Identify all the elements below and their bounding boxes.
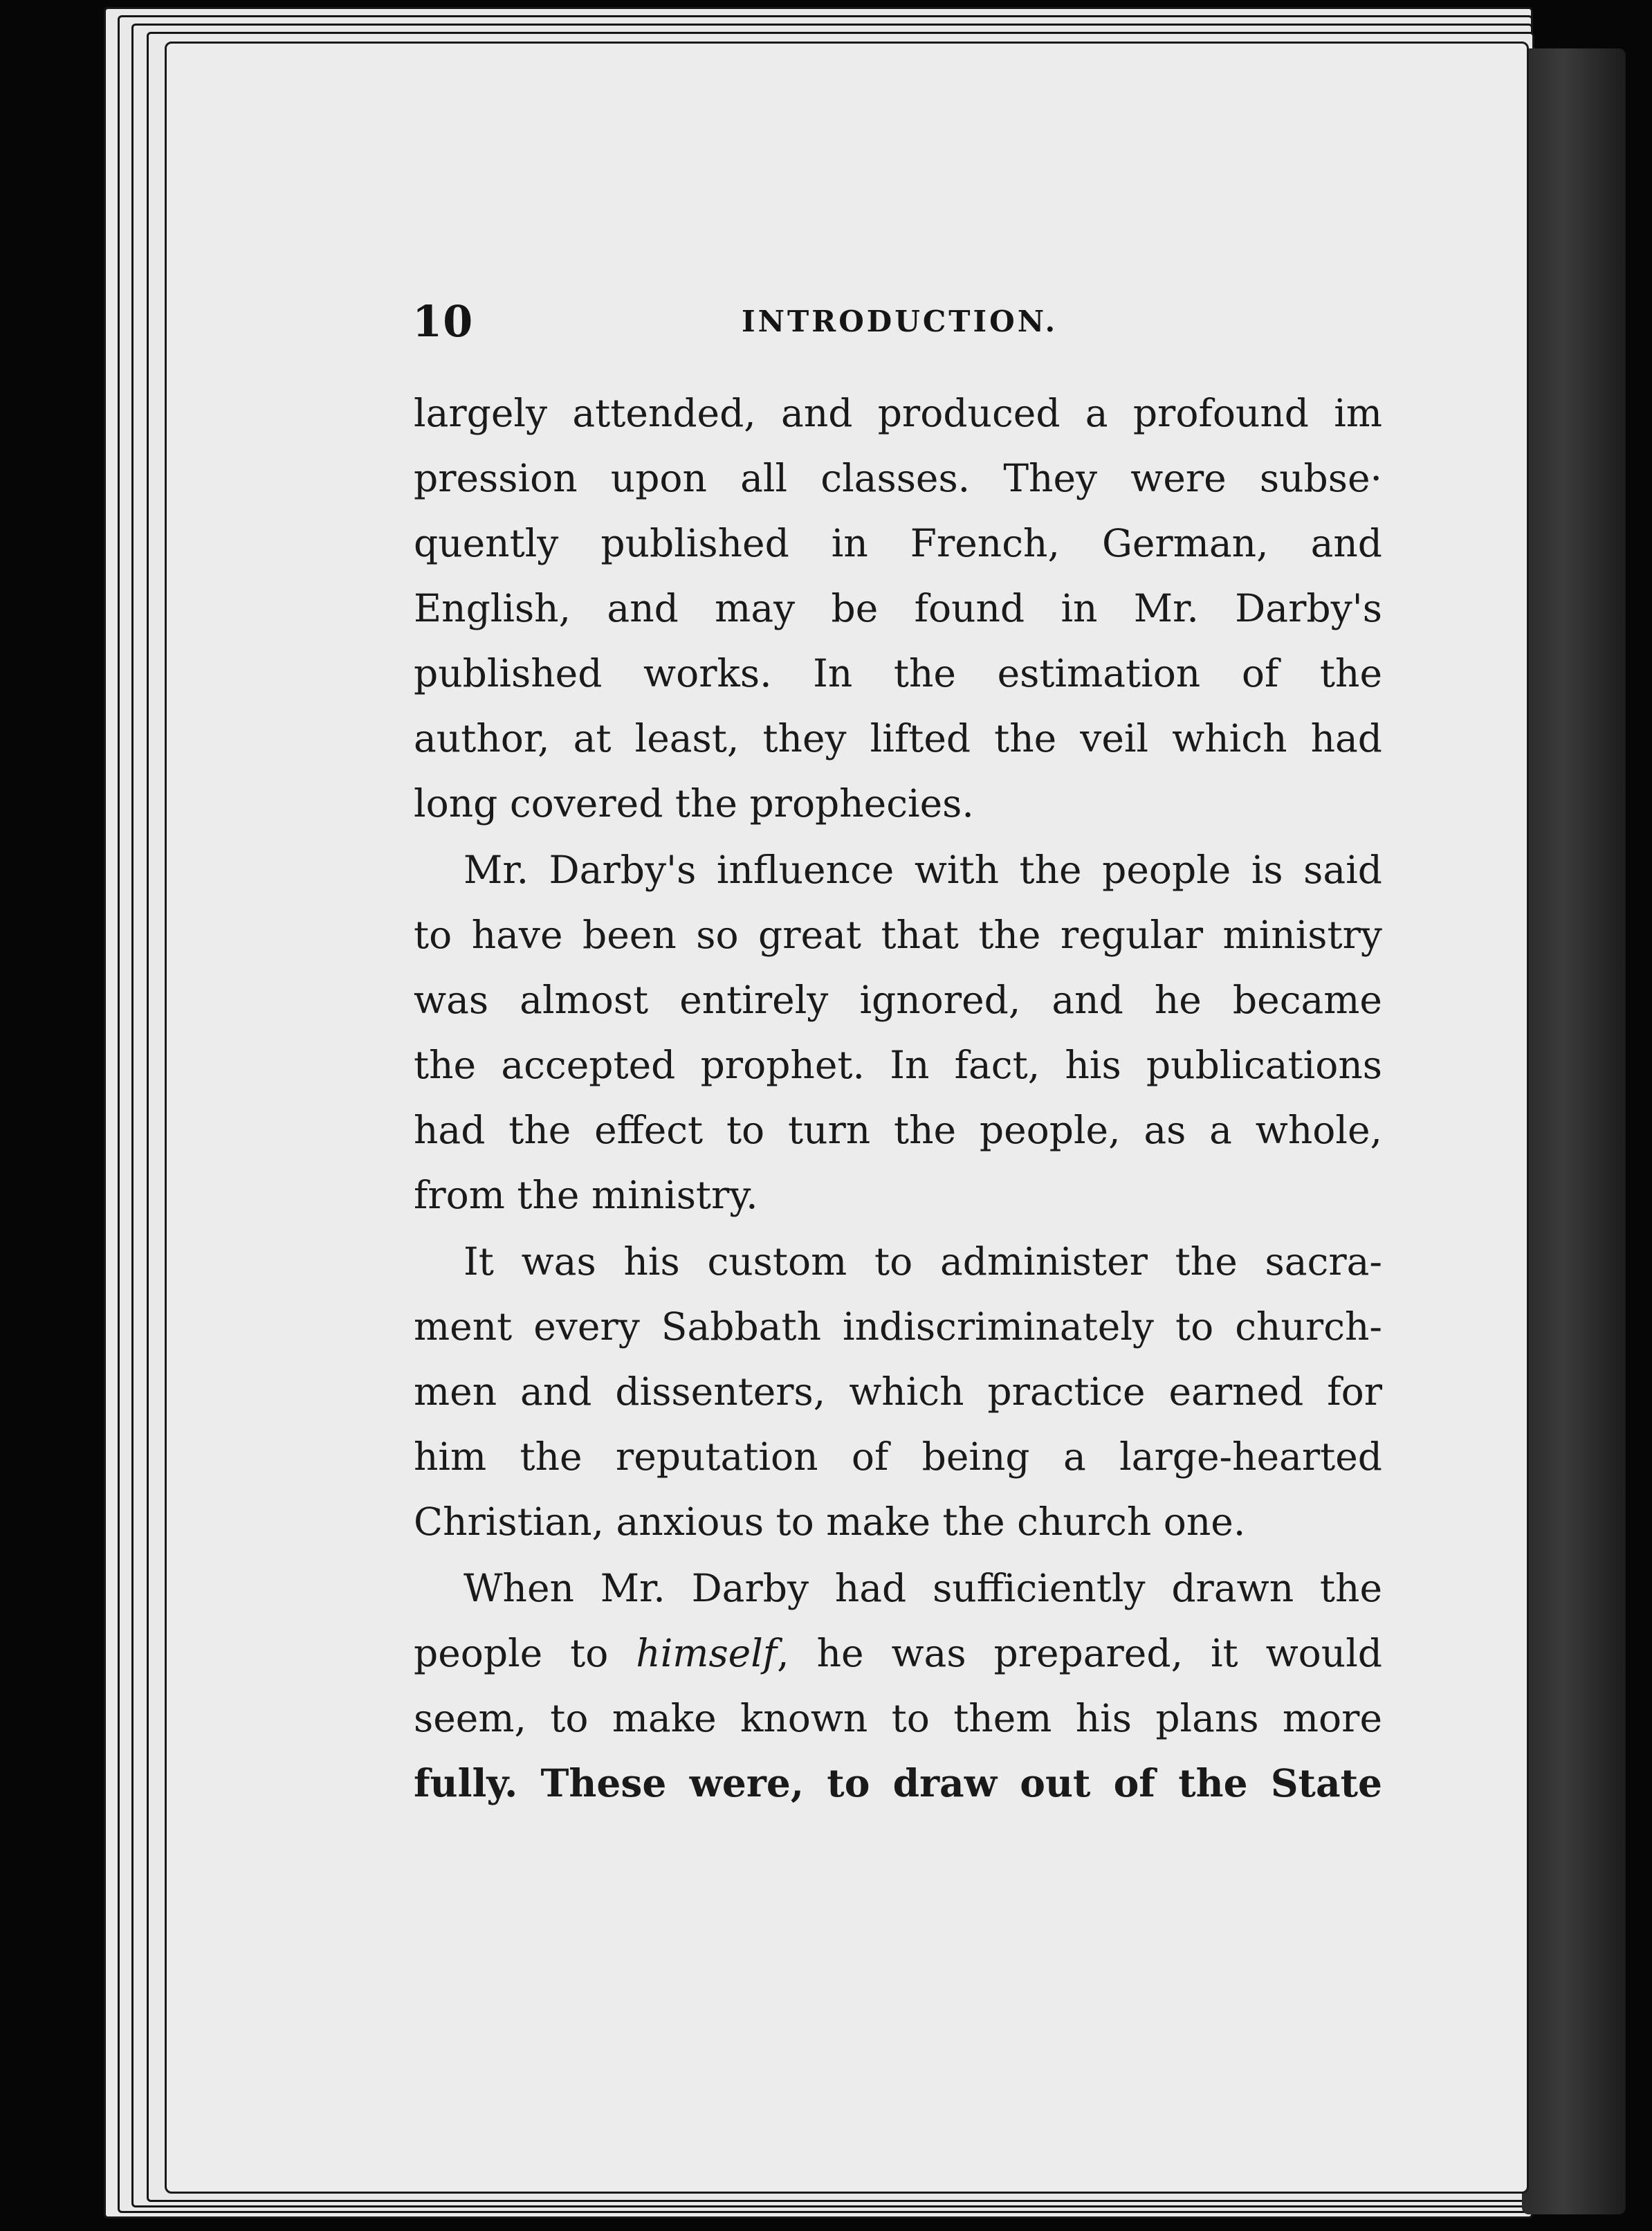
text-line: largely attended, and produced a profound im [414, 391, 1382, 435]
text-line: was almost entirely ignored, and he became [414, 978, 1382, 1022]
text-fragment: people to [414, 1631, 636, 1675]
running-title: INTRODUCTION. [742, 304, 1058, 338]
text-line: the accepted prophet. In fact, his publications [414, 1043, 1382, 1087]
paragraph-1 [414, 381, 1382, 836]
body-text [414, 381, 1382, 1817]
text-line-with-italic [414, 1621, 1382, 1686]
text-line: Mr. Darby's influence with the people is said [464, 848, 1382, 892]
paragraph-4 [414, 1556, 1382, 1816]
text-line: quently published in French, German, and [414, 521, 1382, 565]
running-head [246, 294, 1388, 349]
text-line: long covered the prophecies. [414, 781, 974, 826]
text-line: men and dissenters, which practice earned for [414, 1369, 1382, 1414]
text-line: him the reputation of being a large-hearted [414, 1435, 1382, 1479]
text-line: English, and may be found in Mr. Darby's [414, 586, 1382, 630]
text-line: from the ministry. [414, 1173, 758, 1217]
page-number: 10 [412, 296, 474, 347]
text-line: fully. These were, to draw out of the State [414, 1760, 1382, 1805]
text-line: Christian, anxious to make the church one. [414, 1500, 1246, 1544]
paragraph-2 [414, 837, 1382, 1228]
book-binding [1522, 48, 1626, 2214]
text-line: published works. In the estimation of the [414, 651, 1382, 695]
text-line: had the effect to turn the people, as a whole, [414, 1108, 1382, 1152]
text-line: It was his custom to administer the sacra- [464, 1239, 1382, 1284]
text-line: When Mr. Darby had sufficiently drawn the [464, 1566, 1382, 1610]
text-line: to have been so great that the regular ministry [414, 913, 1382, 957]
text-line: pression upon all classes. They were subse· [414, 456, 1382, 500]
text-line: author, at least, they lifted the veil which had [414, 716, 1382, 761]
italic-word: himself [636, 1631, 778, 1675]
text-fragment: , he was prepared, it would [777, 1631, 1382, 1675]
text-line: seem, to make known to them his plans more [414, 1696, 1382, 1740]
paragraph-3 [414, 1229, 1382, 1554]
text-line: ment every Sabbath indiscriminately to church- [414, 1304, 1382, 1349]
